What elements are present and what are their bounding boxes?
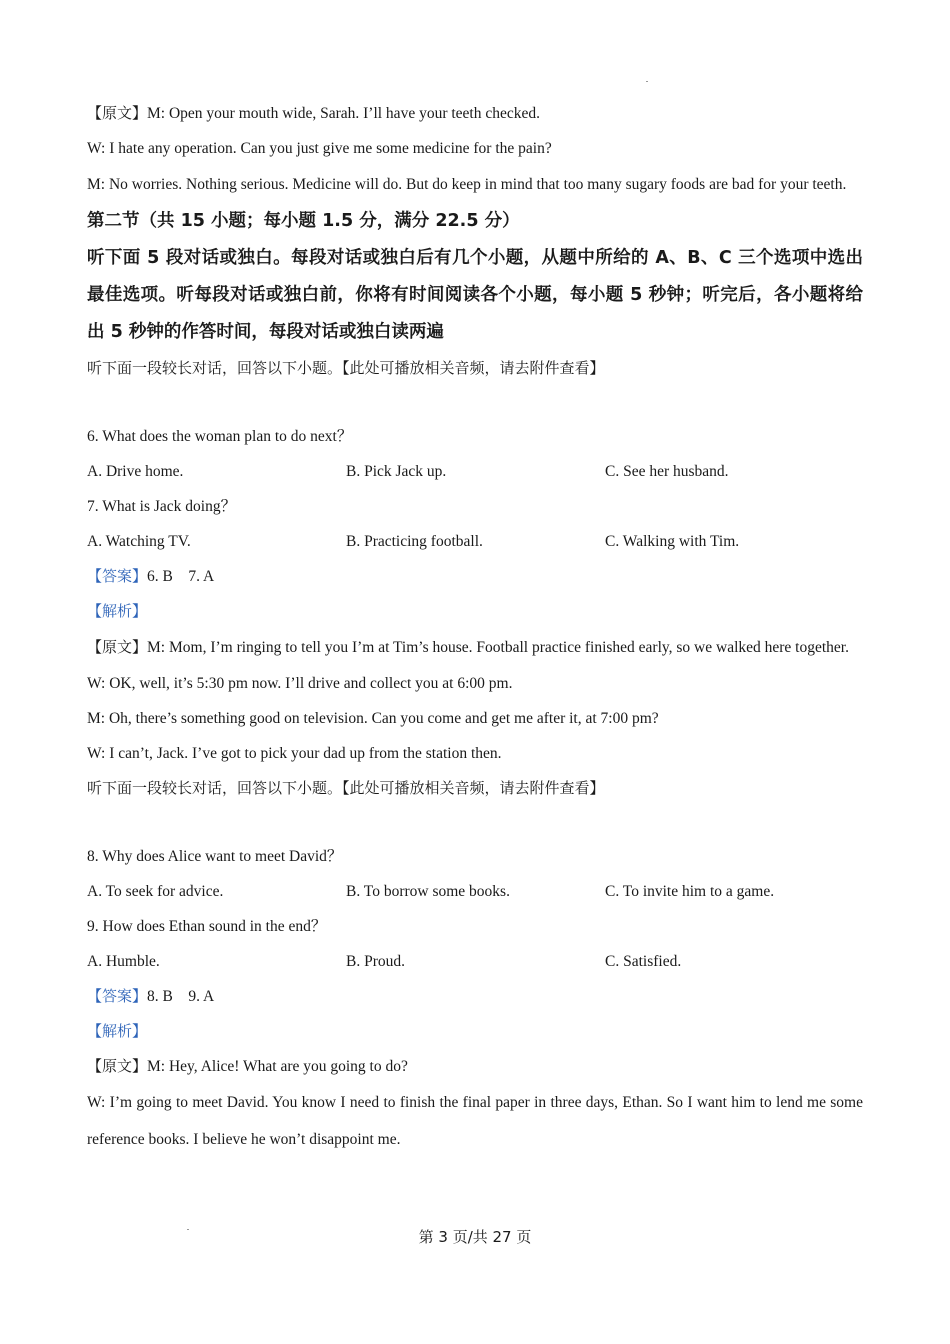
- answer-line: [87, 979, 863, 1014]
- transcript-text: M: Open your mouth wide, Sarah. I’ll have your teeth checked.: [147, 105, 540, 122]
- page-content: [87, 96, 863, 1158]
- answer-options: [87, 874, 863, 909]
- answer-tag: 【答案】: [87, 567, 148, 585]
- option-a: A. Humble.: [87, 953, 160, 970]
- option-c: C. See her husband.: [605, 463, 729, 480]
- analysis-tag: 【解析】: [87, 602, 148, 620]
- question-stem: 6. What does the woman plan to do next？: [87, 428, 353, 445]
- spacer: [87, 806, 863, 839]
- q5-transcript-line2: W: I hate any operation. Can you just give me some medicine for the pain?: [87, 140, 552, 157]
- page-number: 第 3 页/共 27 页: [418, 1228, 532, 1246]
- dialog-prompt: 听下面一段较长对话，回答以下小题。【此处可播放相关音频，请去附件查看】: [87, 779, 605, 797]
- transcript-text: M: Hey, Alice! What are you going to do?: [147, 1058, 408, 1075]
- option-b: B. To borrow some books.: [346, 883, 510, 900]
- answer-tag: 【答案】: [87, 987, 148, 1005]
- option-a: A. Drive home.: [87, 463, 184, 480]
- option-c: C. Walking with Tim.: [605, 533, 740, 550]
- answer-options: [87, 454, 863, 489]
- option-c: C. Satisfied.: [605, 953, 682, 970]
- page-footer: [0, 1225, 950, 1250]
- answer-text: 8. B 9. A: [147, 988, 215, 1005]
- section-heading: 第二节（共 15 小题；每小题 1.5 分，满分 22.5 分）: [87, 211, 520, 231]
- original-text-tag: 【原文】: [87, 1057, 148, 1075]
- option-b: B. Practicing football.: [346, 533, 483, 550]
- question-stem: 9. How does Ethan sound in the end？: [87, 918, 327, 935]
- analysis-tag: 【解析】: [87, 1022, 148, 1040]
- option-c: C. To invite him to a game.: [605, 883, 775, 900]
- answer-line: [87, 559, 863, 594]
- transcript-line: W: I can’t, Jack. I’ve got to pick your dad up from the station then.: [87, 745, 502, 762]
- dialog-prompt: 听下面一段较长对话，回答以下小题。【此处可播放相关音频，请去附件查看】: [87, 359, 605, 377]
- transcript-line: [87, 629, 863, 666]
- transcript-text: M: Mom, I’m ringing to tell you I’m at Tim’s house. Football practice finished early, so we walked here together.: [147, 639, 849, 656]
- section-instructions: 听下面 5 段对话或独白。每段对话或独白后有几个小题，从题中所给的 A、B、C 三个选项中选出最佳选项。听每段对话或独白前，你将有时间阅读各个小题，每小题 5 秒钟；听完后，各小题将给出 5 秒钟的作答时间，每段对话或独白读两遍: [87, 248, 863, 342]
- answer-text: 6. B 7. A: [147, 568, 215, 585]
- original-text-tag: 【原文】: [87, 104, 148, 122]
- transcript-line: W: OK, well, it’s 5:30 pm now. I’ll drive and collect you at 6:00 pm.: [87, 675, 513, 692]
- answer-options: [87, 944, 863, 979]
- transcript-line: M: Oh, there’s something good on television. Can you come and get me after it, at 7:00 pm?: [87, 710, 659, 727]
- answer-options: [87, 524, 863, 559]
- option-b: B. Proud.: [346, 953, 405, 970]
- q5-transcript-line3: M: No worries. Nothing serious. Medicine will do. But do keep in mind that too many sugary foods are bad for your teeth.: [87, 176, 847, 193]
- scan-mark: [646, 81, 648, 82]
- original-text-tag: 【原文】: [87, 638, 148, 656]
- question-stem: 8. Why does Alice want to meet David？: [87, 848, 343, 865]
- option-a: A. Watching TV.: [87, 533, 191, 550]
- q5-transcript-line1: [87, 96, 863, 131]
- transcript-line: [87, 1049, 863, 1084]
- option-b: B. Pick Jack up.: [346, 463, 447, 480]
- option-a: A. To seek for advice.: [87, 883, 224, 900]
- question-stem: 7. What is Jack doing？: [87, 498, 237, 515]
- transcript-line: W: I’m going to meet David. You know I need to finish the final paper in three days, Ethan. So I want him to lend me some reference books. I believe he won’t disappoint me.: [87, 1094, 863, 1148]
- spacer: [87, 386, 863, 419]
